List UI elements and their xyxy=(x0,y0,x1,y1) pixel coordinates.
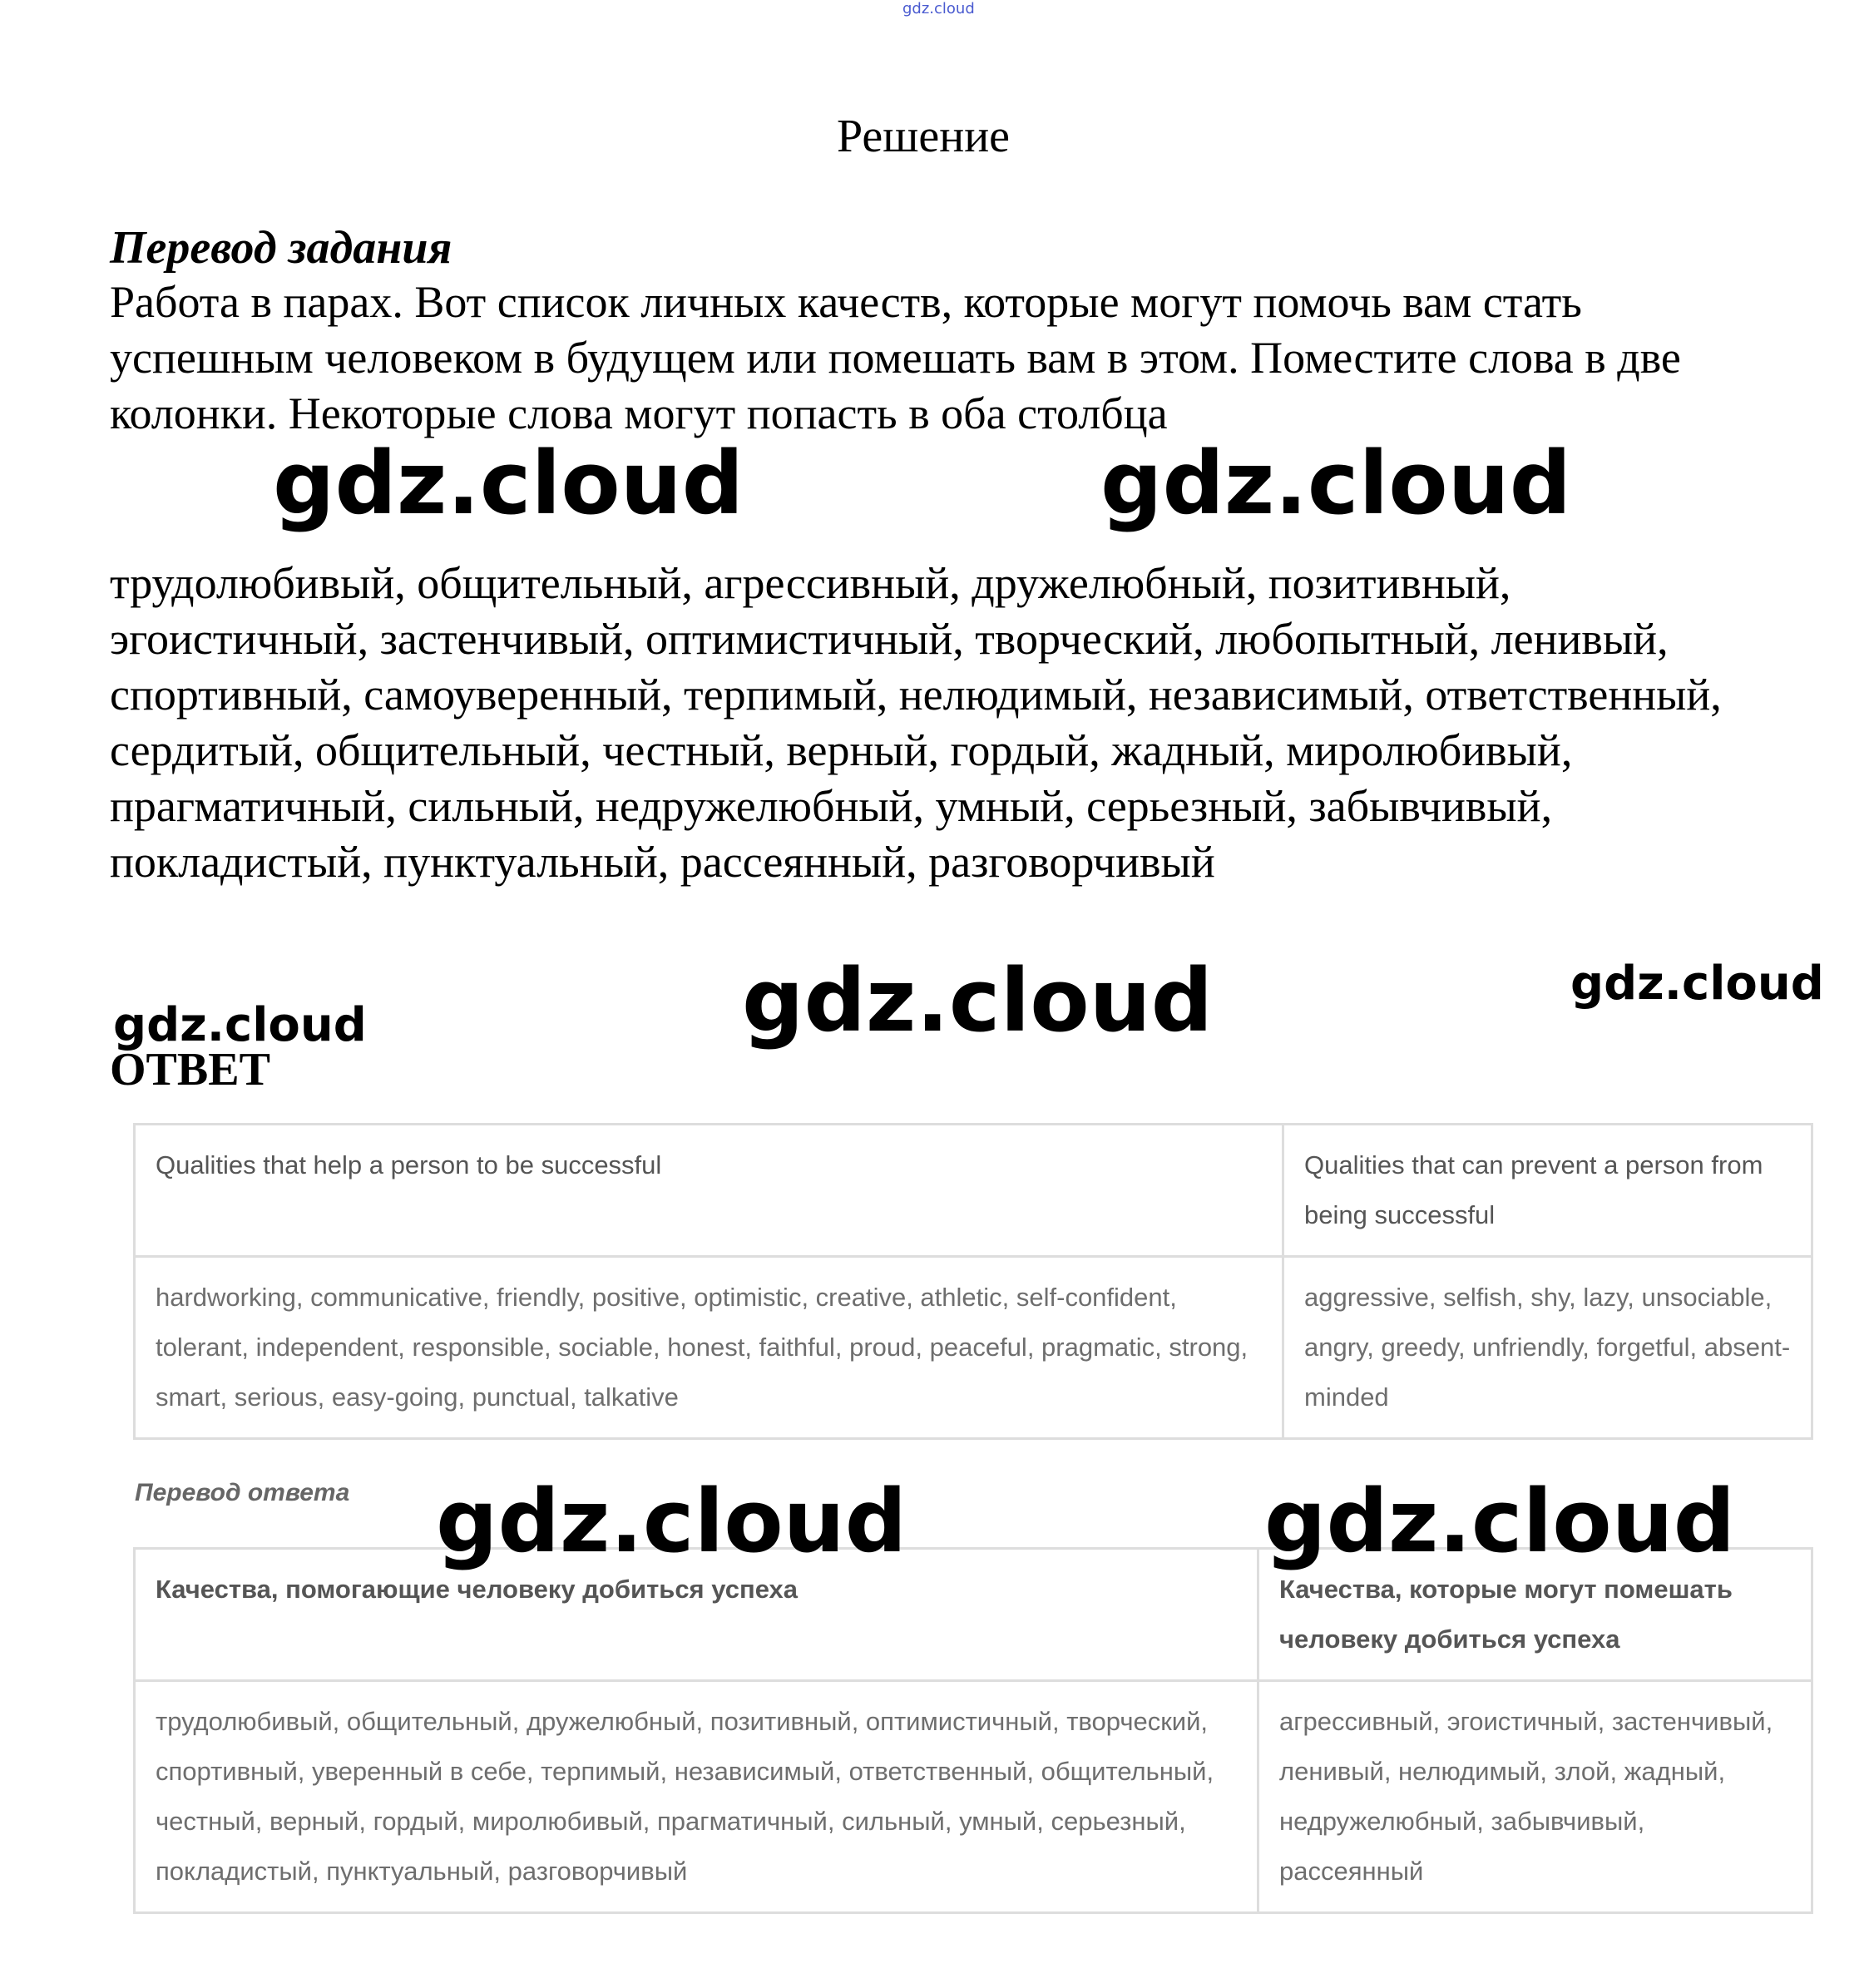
translation-header-success: Качества, помогающие человеку добиться успеха xyxy=(135,1549,1258,1681)
translation-cell-success: трудолюбивый, общительный, дружелюбный, позитивный, оптимистичный, творческий, спортивный, уверенный в себе, терпимый, независимый, ответственный, общительный, честный, верный, гордый, миролюбивый, прагматичный, сильный, умный, серьезный, покладистый, пунктуальный, разговорчивый xyxy=(135,1681,1258,1913)
answer-header-prevent: Qualities that can prevent a person from being successful xyxy=(1283,1125,1812,1257)
answer-heading: ОТВЕТ xyxy=(110,1044,270,1095)
watermark: gdz.cloud xyxy=(1100,433,1572,534)
top-watermark: gdz.cloud xyxy=(902,0,975,17)
translation-label: Перевод ответа xyxy=(135,1479,350,1506)
translation-table xyxy=(133,1547,1813,1914)
watermark: gdz.cloud xyxy=(273,433,744,534)
task-text: Работа в парах. Вот список личных качеств, которые могут помочь вам стать успешным человеком в будущем или помешать вам в этом. Поместите слова в две колонки. Некоторые слова могут попасть в оба столбца xyxy=(110,277,1681,438)
watermark: gdz.cloud xyxy=(1264,1471,1736,1572)
task-heading: Перевод задания xyxy=(110,222,452,274)
word-list: трудолюбивый, общительный, агрессивный, дружелюбный, позитивный, эгоистичный, застенчивый, оптимистичный, творческий, любопытный, ленивый, спортивный, самоуверенный, терпимый, нелюдимый, независимый, ответственный, сердитый, общительный, честный, верный, гордый, жадный, миролюбивый, прагматичный, сильный, недружелюбный, умный, серьезный, забывчивый, покладистый, пунктуальный, рассеянный, разговорчивый xyxy=(110,558,1722,887)
translation-cell-prevent: агрессивный, эгоистичный, застенчивый, ленивый, нелюдимый, злой, жадный, недружелюбный, забывчивый, рассеянный xyxy=(1258,1681,1812,1913)
answer-cell-success: hardworking, communicative, friendly, positive, optimistic, creative, athletic, self-confident, tolerant, independent, responsible, sociable, honest, faithful, proud, peaceful, pragmatic, strong, smart, serious, easy-going, punctual, talkative xyxy=(135,1257,1283,1439)
watermark: gdz.cloud xyxy=(742,950,1214,1051)
answer-header-success: Qualities that help a person to be successful xyxy=(135,1125,1283,1257)
answer-table xyxy=(133,1123,1813,1440)
watermark: gdz.cloud xyxy=(436,1471,907,1572)
translation-header-prevent: Качества, которые могут помешать человеку добиться успеха xyxy=(1258,1549,1812,1681)
watermark: gdz.cloud xyxy=(113,998,367,1052)
answer-cell-prevent: aggressive, selfish, shy, lazy, unsociable, angry, greedy, unfriendly, forgetful, absent-minded xyxy=(1283,1257,1812,1439)
page-title: Решение xyxy=(836,111,1011,162)
watermark: gdz.cloud xyxy=(1570,957,1824,1011)
